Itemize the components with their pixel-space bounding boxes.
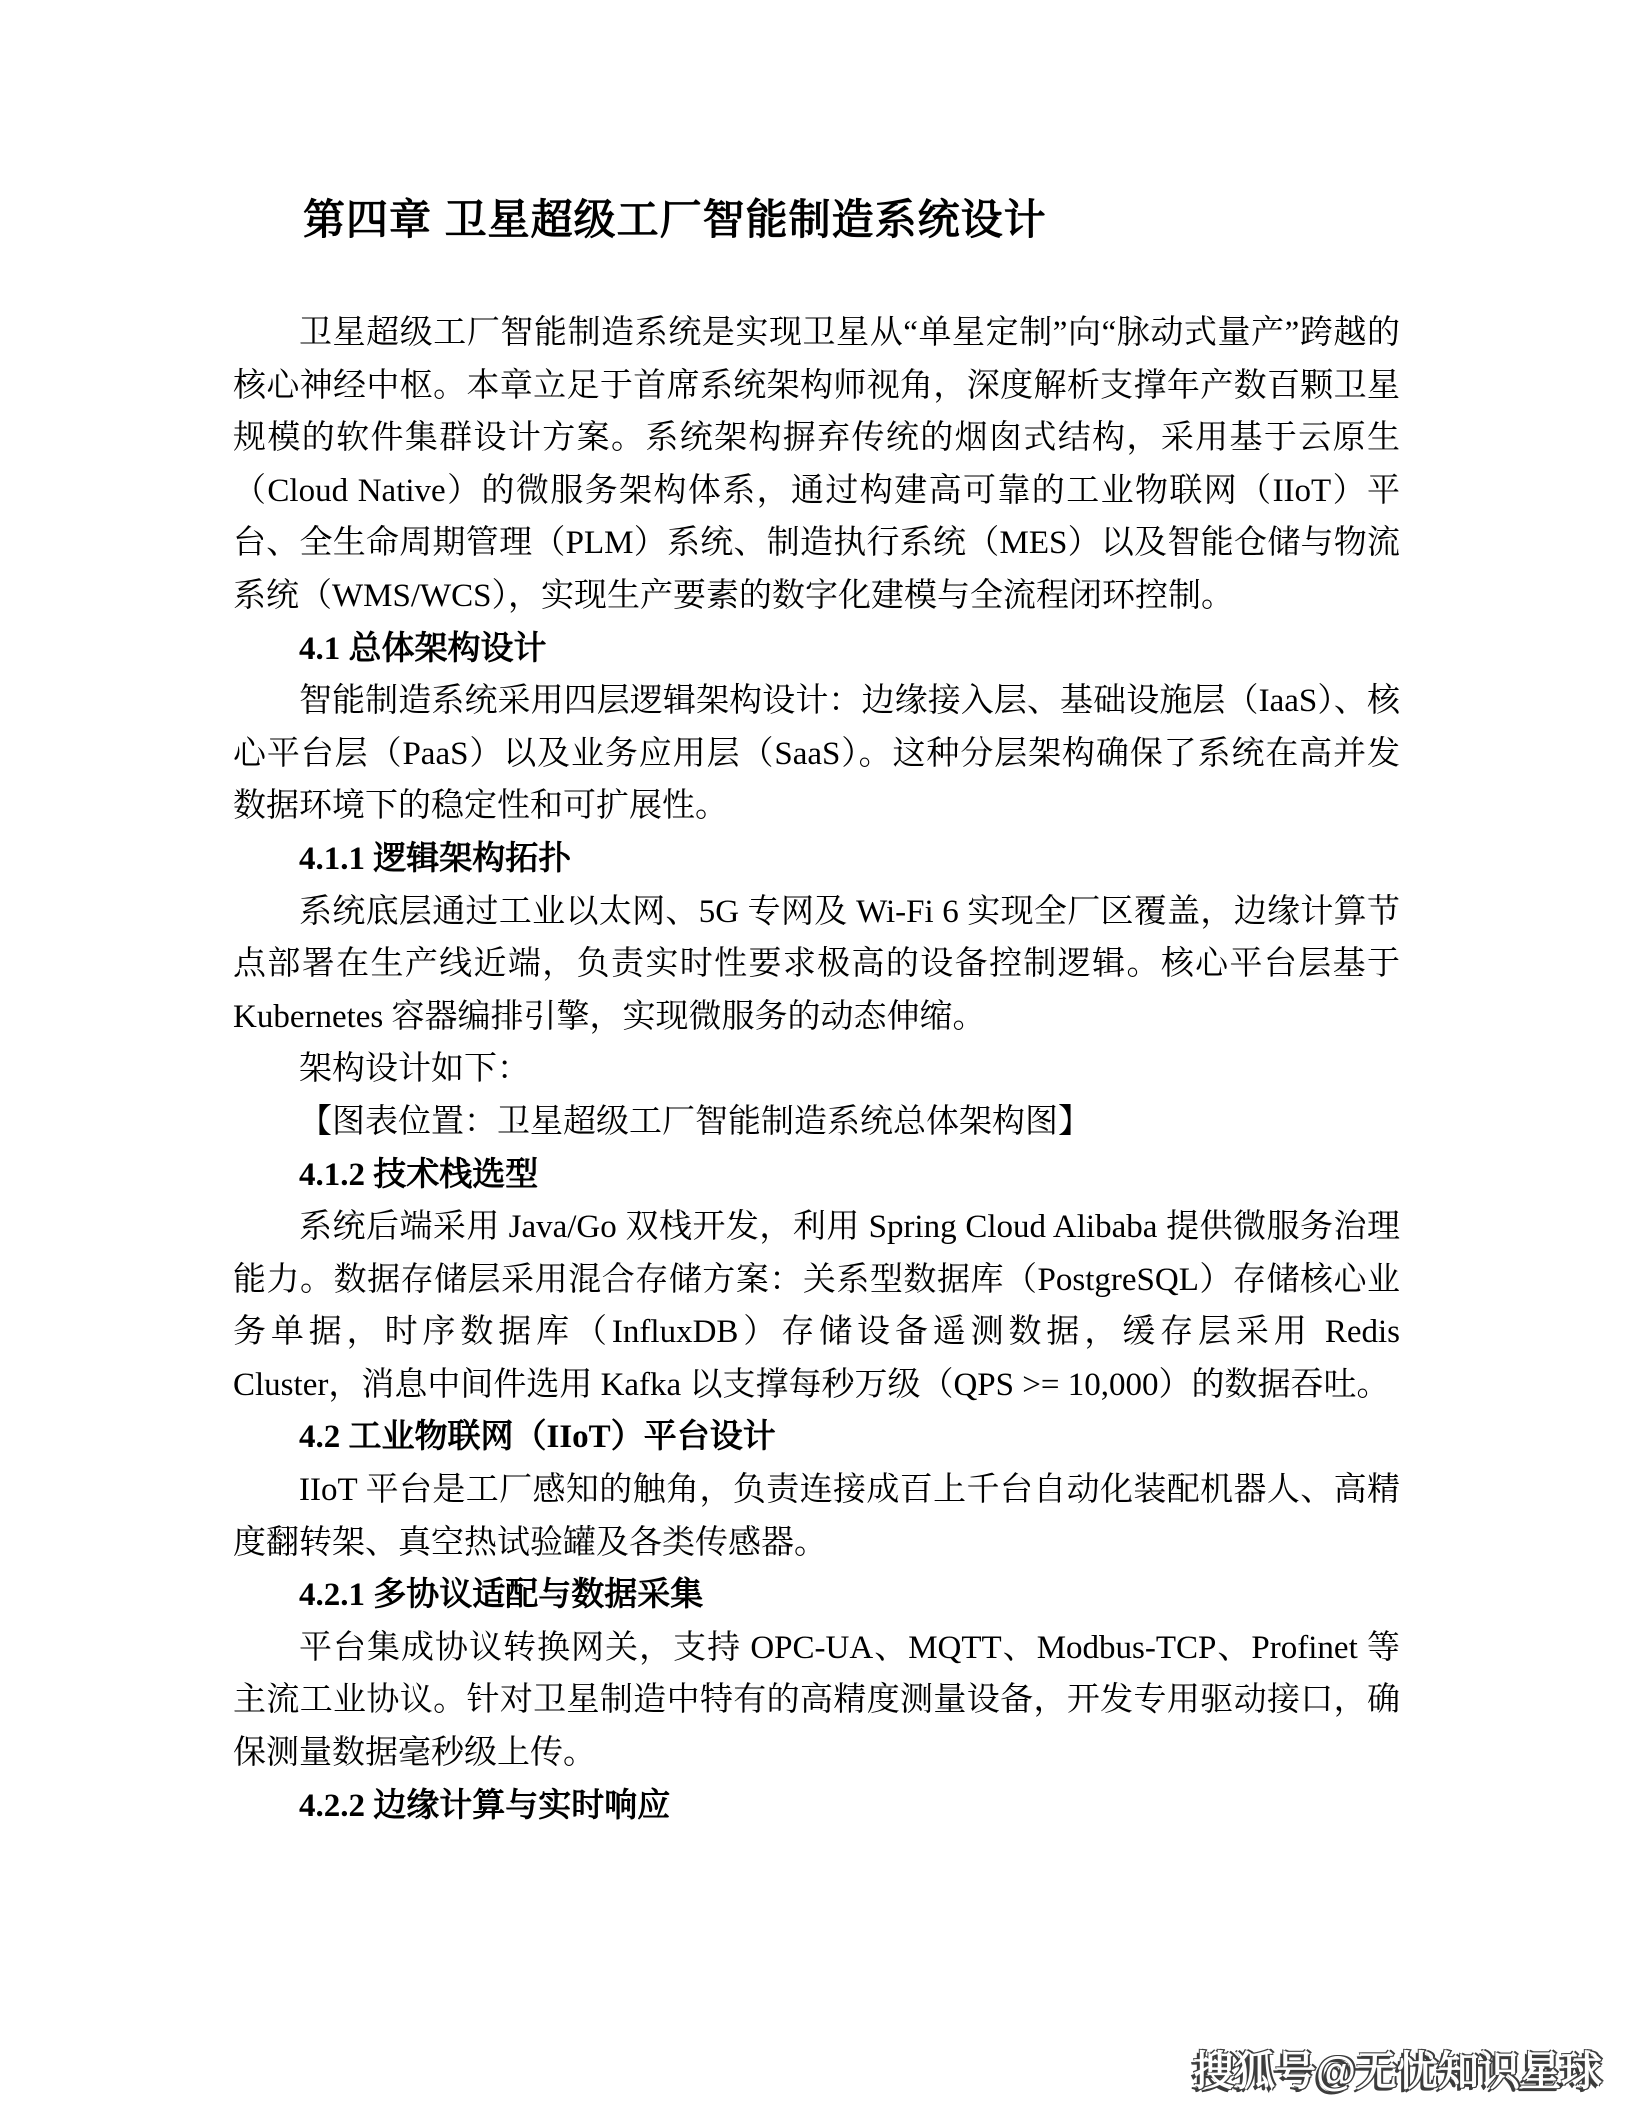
paragraph: 平台集成协议转换网关，支持 OPC-UA、MQTT、Modbus-TCP、Profinet 等主流工业协议。针对卫星制造中特有的高精度测量设备，开发专用驱动接口，确保测量数据毫秒级上传。: [233, 1629, 1400, 1772]
paragraph: 架构设计如下：: [299, 1051, 530, 1088]
section-heading: 4.2.2 边缘计算与实时响应: [299, 1787, 671, 1824]
section-heading: 4.1.1 逻辑架构拓扑: [299, 840, 572, 877]
document-body: [233, 307, 1400, 1832]
document-content: [233, 193, 1400, 1832]
watermark-text: 搜狐号@无忧知识星球: [1193, 2048, 1602, 2094]
paragraph: IIoT 平台是工厂感知的触角，负责连接成百上千台自动化装配机器人、高精度翻转架、真空热试验罐及各类传感器。: [233, 1472, 1400, 1561]
section-heading: 4.1 总体架构设计: [299, 630, 547, 667]
paragraph: 系统底层通过工业以太网、5G 专网及 Wi-Fi 6 实现全厂区覆盖，边缘计算节点部署在生产线近端，负责实时性要求极高的设备控制逻辑。核心平台层基于 Kubernetes 容器编排引擎，实现微服务的动态伸缩。: [233, 893, 1400, 1035]
section-heading: 4.2 工业物联网（IIoT）平台设计: [299, 1419, 776, 1456]
paragraph: 【图表位置：卫星超级工厂智能制造系统总体架构图】: [299, 1103, 1091, 1140]
paragraph: 卫星超级工厂智能制造系统是实现卫星从“单星定制”向“脉动式量产”跨越的核心神经中枢。本章立足于首席系统架构师视角，深度解析支撑年产数百颗卫星规模的软件集群设计方案。系统架构摒弃传统的烟囱式结构，采用基于云原生（Cloud Native）的微服务架构体系，通过构建高可靠的工业物联网（IIoT）平台、全生命周期管理（PLM）系统、制造执行系统（MES）以及智能仓储与物流系统（WMS/WCS），实现生产要素的数字化建模与全流程闭环控制。: [233, 315, 1400, 614]
section-heading: 4.2.1 多协议适配与数据采集: [299, 1577, 704, 1614]
paragraph: 系统后端采用 Java/Go 双栈开发，利用 Spring Cloud Alibaba 提供微服务治理能力。数据存储层采用混合存储方案：关系型数据库（PostgreSQL）存储核心业务单据，时序数据库（InfluxDB）存储设备遥测数据，缓存层采用 Redis Cluster，消息中间件选用 Kafka 以支撑每秒万级（QPS >= 10,000）的数据吞吐。: [233, 1209, 1400, 1403]
chapter-title: 第四章 卫星超级工厂智能制造系统设计: [303, 196, 1047, 243]
paragraph: 智能制造系统采用四层逻辑架构设计：边缘接入层、基础设施层（IaaS）、核心平台层（PaaS）以及业务应用层（SaaS）。这种分层架构确保了系统在高并发数据环境下的稳定性和可扩展性。: [233, 683, 1400, 825]
section-heading: 4.1.2 技术栈选型: [299, 1156, 539, 1193]
